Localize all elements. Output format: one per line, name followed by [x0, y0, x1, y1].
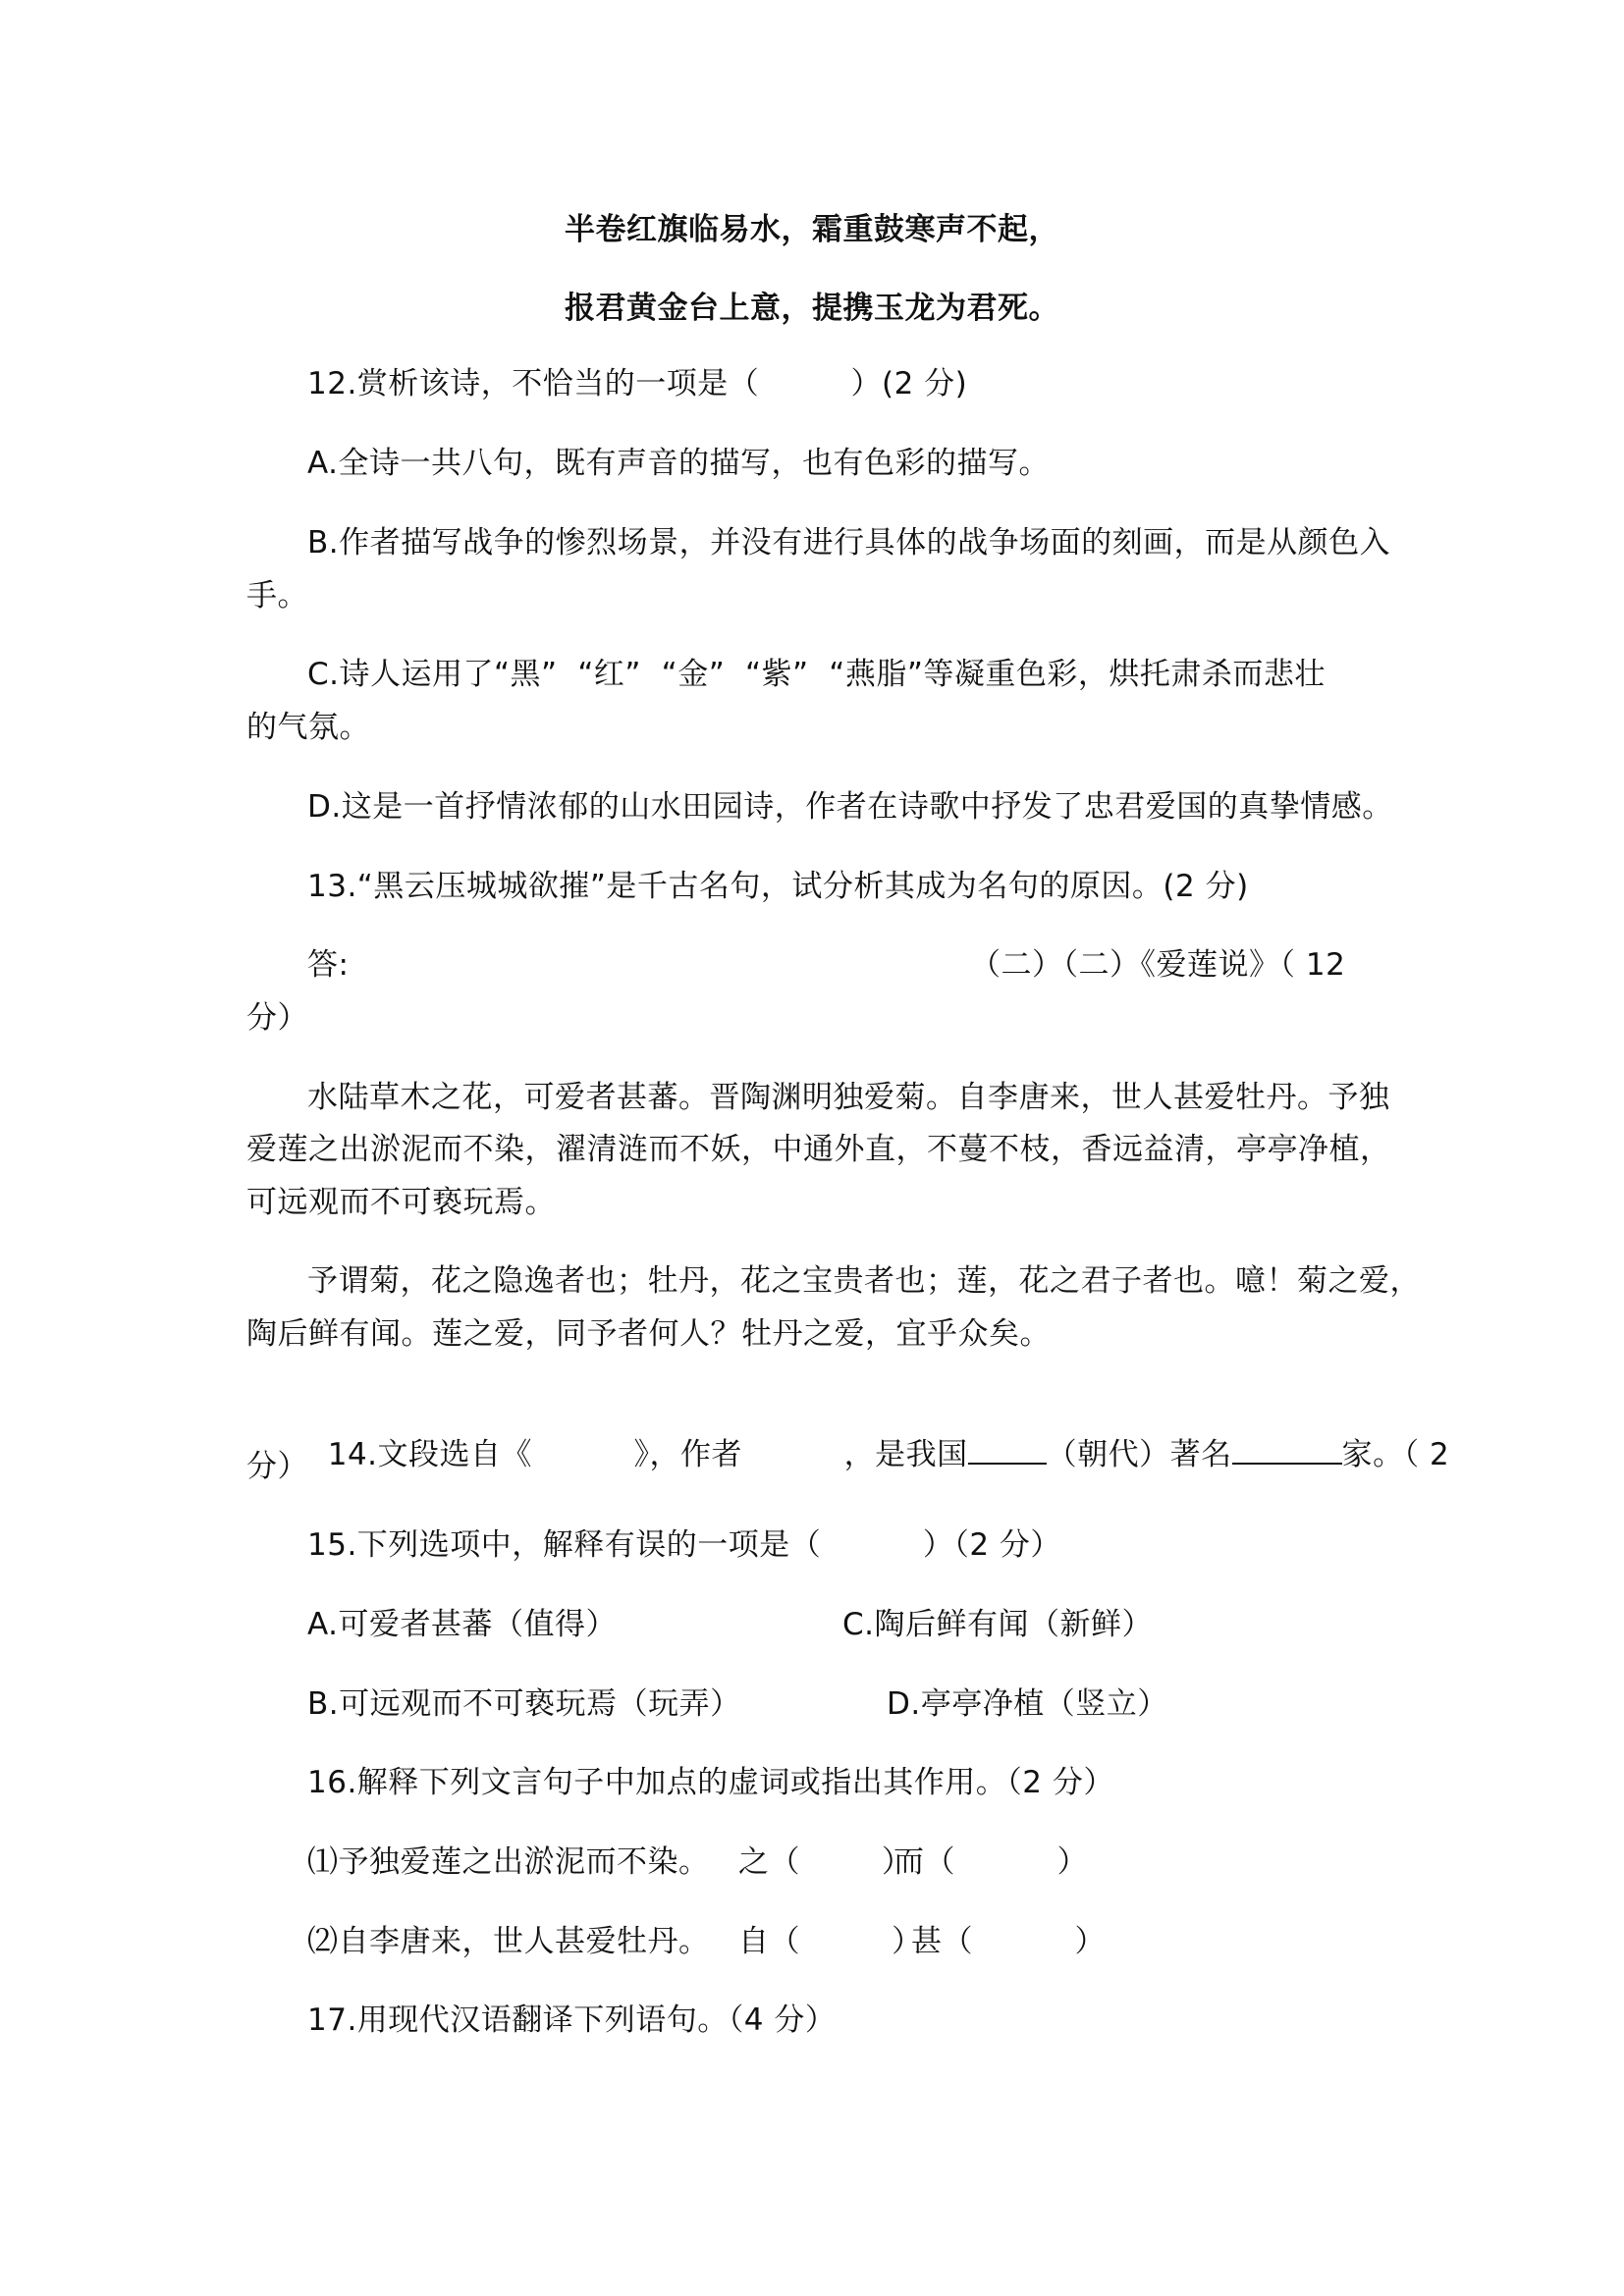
- poem-line-2: 报君黄金台上意，提携玉龙为君死。: [565, 291, 1059, 326]
- profession-blank[interactable]: [1232, 1433, 1342, 1465]
- question-14-line-2: 分）: [246, 1449, 308, 1484]
- question-14-part-1: 14.文段选自《 》，作者 ，是我国: [327, 1437, 968, 1472]
- question-16-sentence-1-blank-b[interactable]: 而（ ）: [893, 1844, 1089, 1880]
- question-12-option-b-line-2: 手。: [246, 578, 308, 614]
- question-14-stem: [307, 1394, 1449, 1474]
- section-title-continued: 分）: [246, 1000, 308, 1036]
- question-12-option-a: A.全诗一共八句，既有声音的描写，也有色彩的描写。: [307, 446, 1051, 481]
- question-16-sentence-2-blank-b[interactable]: 甚（ ）: [911, 1924, 1107, 1959]
- question-16-sentence-2: ⑵自李唐来，世人甚爱牡丹。: [307, 1924, 710, 1959]
- question-12-option-b-line-1: B.作者描写战争的惨烈场景，并没有进行具体的战争场面的刻画，而是从颜色入: [307, 525, 1391, 561]
- question-14-part-3: 家。（ 2: [1341, 1437, 1450, 1472]
- passage-paragraph-1-line-1: 水陆草木之花，可爱者甚蕃。晋陶渊明独爱菊。自李唐来，世人甚爱牡丹。予独: [307, 1080, 1390, 1115]
- passage-paragraph-2-line-2: 陶后鲜有闻。莲之爱，同予者何人？牡丹之爱，宜乎众矣。: [246, 1316, 1051, 1352]
- section-title: （二）（二）《爱莲说》（ 12: [970, 947, 1346, 983]
- question-16-sentence-1: ⑴予独爱莲之出淤泥而不染。: [307, 1844, 710, 1880]
- passage-paragraph-2-line-1: 予谓菊，花之隐逸者也；牡丹，花之宝贵者也；莲，花之君子者也。噫！菊之爱，: [307, 1263, 1421, 1299]
- question-12-option-c-line-1: C.诗人运用了“黑” “红” “金” “紫” “燕脂”等凝重色彩，烘托肃杀而悲壮: [307, 657, 1326, 692]
- question-16-sentence-1-blank-a[interactable]: 之（ ）: [738, 1844, 913, 1880]
- answer-label: 答:: [307, 947, 350, 983]
- question-12-option-d: D.这是一首抒情浓郁的山水田园诗，作者在诗歌中抒发了忠君爱国的真挚情感。: [307, 789, 1393, 825]
- question-15-option-a: A.可爱者甚蕃（值得）: [307, 1607, 618, 1642]
- question-14-part-2: （朝代）著名: [1046, 1437, 1232, 1472]
- poem-line-1: 半卷红旗临易水，霜重鼓寒声不起，: [565, 212, 1059, 247]
- question-12-option-c-line-2: 的气氛。: [246, 710, 370, 745]
- question-15-option-b: B.可远观而不可亵玩焉（玩弄）: [307, 1686, 741, 1722]
- question-17-stem: 17.用现代汉语翻译下列语句。（4 分）: [307, 2002, 837, 2038]
- question-16-stem: 16.解释下列文言句子中加点的虚词或指出其作用。（2 分）: [307, 1765, 1114, 1800]
- question-12-stem: 12.赏析该诗，不恰当的一项是（ ）(2 分): [307, 366, 968, 401]
- question-15-stem: 15.下列选项中，解释有误的一项是（ ）（2 分）: [307, 1527, 1061, 1563]
- question-16-sentence-2-blank-a[interactable]: 自（ ）: [738, 1924, 923, 1959]
- dynasty-blank[interactable]: [968, 1433, 1047, 1465]
- passage-paragraph-1-line-3: 可远观而不可亵玩焉。: [246, 1185, 556, 1220]
- question-15-option-c: C.陶后鲜有闻（新鲜）: [842, 1607, 1153, 1642]
- passage-paragraph-1-line-2: 爱莲之出淤泥而不染，濯清涟而不妖，中通外直，不蔓不枝，香远益清，亭亭净植，: [246, 1132, 1391, 1167]
- question-13-stem: 13.“黑云压城城欲摧”是千古名句，试分析其成为名句的原因。(2 分): [307, 869, 1249, 904]
- question-15-option-d: D.亭亭净植（竖立）: [887, 1686, 1168, 1722]
